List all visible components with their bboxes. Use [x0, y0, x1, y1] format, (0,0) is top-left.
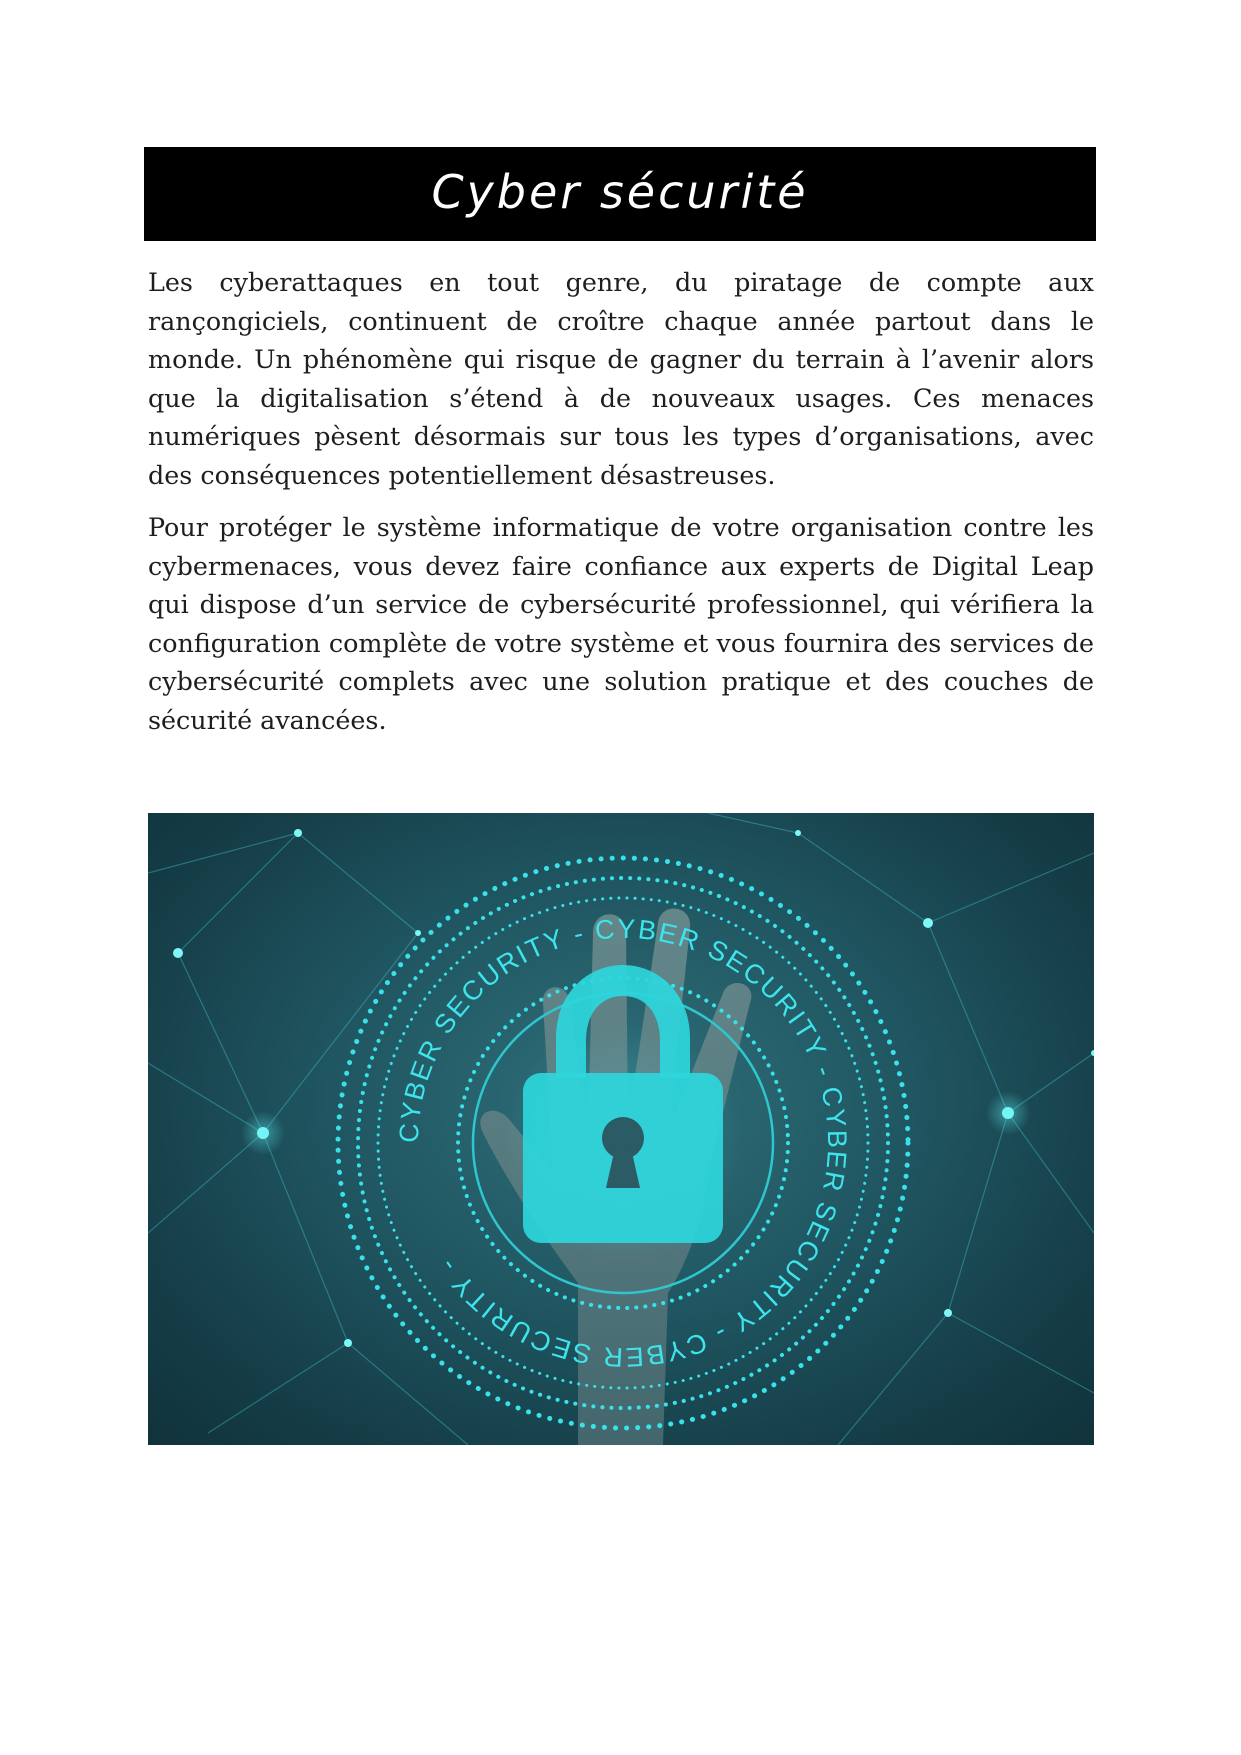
intro-paragraph: Les cyberattaques en tout genre, du piratage de compte aux rançongiciels, continuent de croître chaque année partout dans le monde. Un phénomène qui risque de gagner du terrain à l’avenir alors que la digitalisation s’étend à de nouveaux usages. Ces menaces numériques pèsent désormais sur tous les types d’organisations, avec des conséquences potentiellement désastreuses. — [148, 267, 1094, 490]
title-bar — [144, 147, 1096, 241]
illustration-svg — [148, 813, 1094, 1445]
page-title: Cyber sécurité — [431, 165, 809, 219]
cyber-security-illustration — [148, 813, 1094, 1445]
ring-text: CYBER SECURITY - CYBER SECURITY - CYBER SECURITY - CYBER SECURITY - — [393, 913, 853, 1373]
service-paragraph: Pour protéger le système informatique de votre organisation contre les cybermenaces, vous devez faire confiance aux experts de Digital Leap qui dispose d’un service de cybersécurité professionnel, qui vérifiera la configuration complète de votre système et vous fournira des services de cybersécurité complets avec une solution pratique et des couches de sécurité avancées. — [148, 512, 1094, 735]
